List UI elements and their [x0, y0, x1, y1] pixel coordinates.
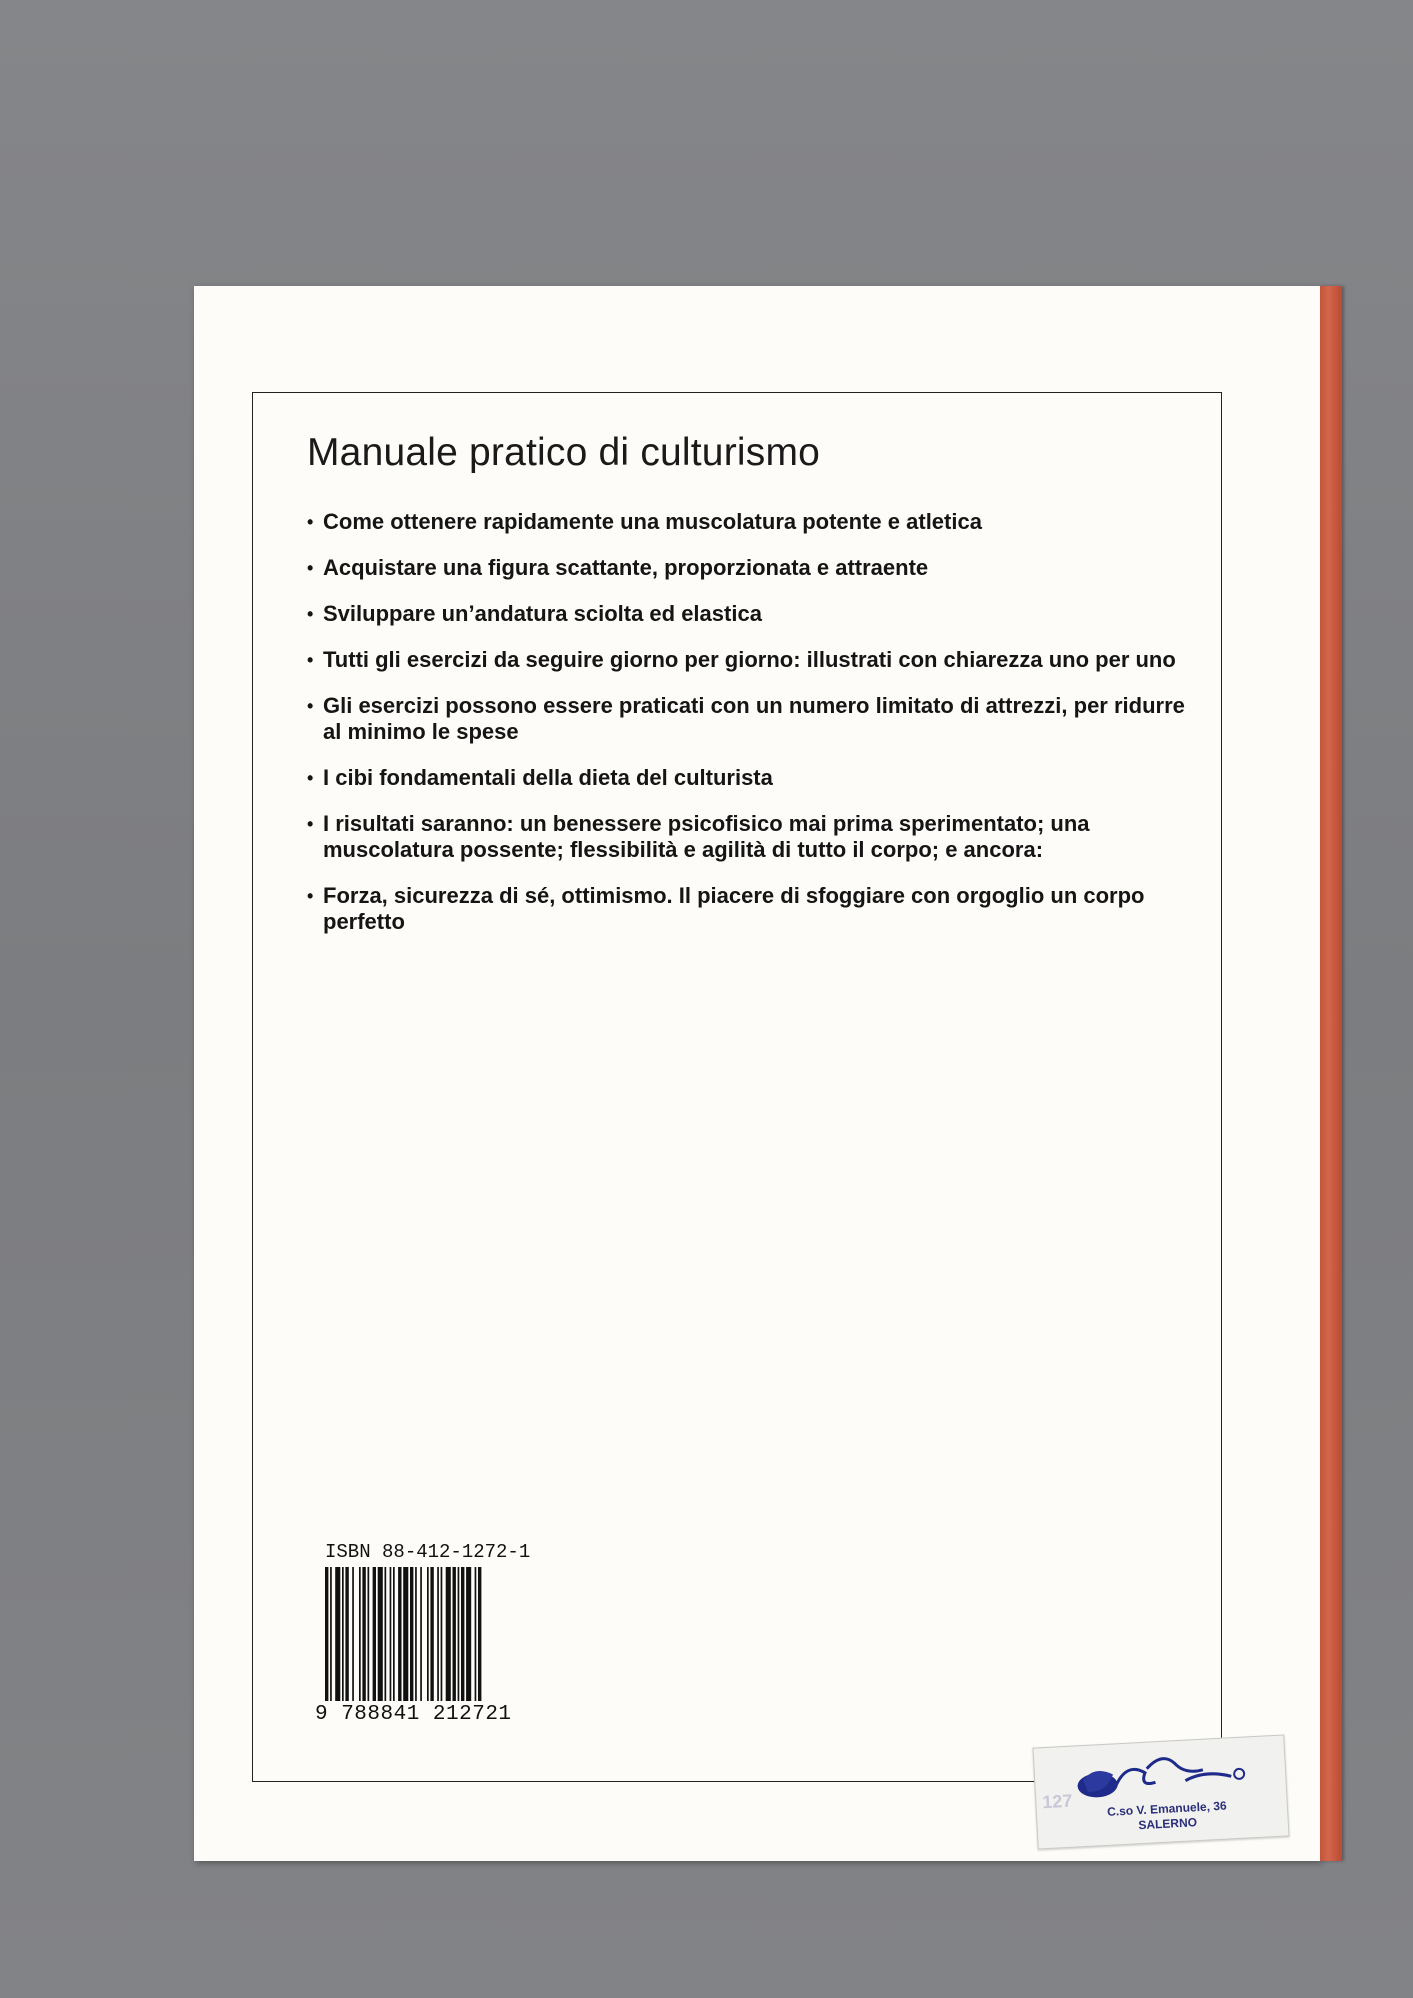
cover-frame — [252, 392, 1227, 1833]
sticker-code: 127 — [1041, 1790, 1073, 1813]
feature-list — [307, 509, 1187, 955]
bullet-icon: • — [307, 604, 314, 624]
book-spine — [1320, 286, 1342, 1861]
sticker-address: C.so V. Emanuele, 36 SALERNO — [1106, 1798, 1227, 1833]
bullet-icon: • — [307, 696, 314, 716]
bullet-icon: • — [307, 512, 314, 532]
barcode-icon — [325, 1567, 537, 1701]
list-item: • Acquistare una figura scattante, proporzionata e attraente — [307, 555, 929, 580]
list-item: • Come ottenere rapidamente una muscolatura potente e atletica — [307, 509, 982, 534]
list-item: • Forza, sicurezza di sé, ottimismo. Il piacere di sfoggiare con orgoglio un corpo perfetto — [307, 883, 1145, 934]
list-item: • I risultati saranno: un benessere psicofisico mai prima sperimentato; una muscolatura possente; flessibilità e agilità di tutto il corpo; e ancora: — [307, 811, 1090, 862]
bullet-icon: • — [307, 650, 314, 670]
bullet-icon: • — [307, 768, 314, 788]
list-item: • Gli esercizi possono essere praticati con un numero limitato di attrezzi, per ridurre al minimo le spese — [307, 693, 1185, 744]
bullet-icon: • — [307, 814, 314, 834]
list-item: • Sviluppare un’andatura sciolta ed elastica — [307, 601, 762, 626]
isbn-label: ISBN 88-412-1272-1 — [325, 1541, 531, 1563]
bullet-icon: • — [307, 558, 314, 578]
list-item: • Tutti gli esercizi da seguire giorno per giorno: illustrati con chiarezza uno per uno — [307, 647, 1176, 672]
book-title: Manuale pratico di culturismo — [307, 431, 821, 474]
book-back-cover — [194, 286, 1320, 1861]
barcode-digits: 9 788841 212721 — [315, 1703, 512, 1726]
bullet-icon: • — [307, 886, 314, 906]
list-item: • I cibi fondamentali della dieta del culturista — [307, 765, 773, 790]
bookstore-sticker — [1033, 1734, 1290, 1849]
